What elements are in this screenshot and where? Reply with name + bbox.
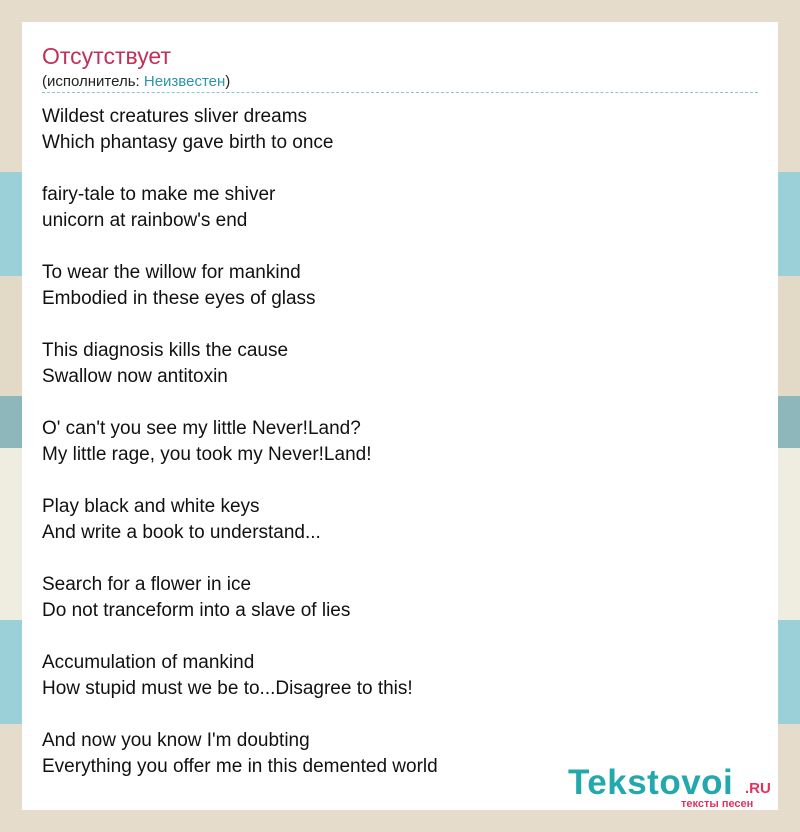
lyrics-line: Do not tranceform into a slave of lies bbox=[42, 600, 351, 621]
lyrics-line: My little rage, you took my Never!Land! bbox=[42, 444, 372, 465]
artist-suffix: ) bbox=[225, 73, 231, 90]
lyrics-line: To wear the willow for mankind bbox=[42, 262, 301, 283]
lyrics-stanza bbox=[42, 104, 438, 156]
lyrics-line: Embodied in these eyes of glass bbox=[42, 288, 316, 309]
lyrics-line: Which phantasy gave birth to once bbox=[42, 132, 334, 153]
lyrics-line: fairy-tale to make me shiver bbox=[42, 184, 276, 205]
lyrics-line: O' can't you see my little Never!Land? bbox=[42, 418, 361, 439]
lyrics-stanza bbox=[42, 572, 438, 624]
lyrics-stanza bbox=[42, 416, 438, 468]
tekstovoi-logo[interactable] bbox=[568, 763, 778, 810]
lyrics-card bbox=[22, 22, 778, 810]
lyrics-stanza bbox=[42, 182, 438, 234]
lyrics-line: Swallow now antitoxin bbox=[42, 366, 228, 387]
lyrics-line: Everything you offer me in this demented world bbox=[42, 756, 438, 777]
lyrics-stanza bbox=[42, 494, 438, 546]
lyrics-body bbox=[42, 104, 438, 780]
lyrics-line: How stupid must we be to...Disagree to this! bbox=[42, 678, 413, 699]
lyrics-line: unicorn at rainbow's end bbox=[42, 210, 248, 231]
artist-link[interactable]: Неизвестен bbox=[143, 73, 226, 90]
song-title: Отсутствует bbox=[42, 43, 171, 69]
lyrics-line: And write a book to understand... bbox=[42, 522, 321, 543]
lyrics-stanza bbox=[42, 728, 438, 780]
lyrics-line: Accumulation of mankind bbox=[42, 652, 255, 673]
logo-tagline: тексты песен bbox=[681, 798, 754, 810]
lyrics-line: Play black and white keys bbox=[42, 496, 260, 517]
logo-wordmark: Tekstovoi bbox=[568, 763, 734, 802]
artist-prefix: (исполнитель: bbox=[42, 73, 144, 90]
lyrics-line: This diagnosis kills the cause bbox=[42, 340, 289, 361]
logo-domain: .RU bbox=[745, 780, 771, 797]
lyrics-line: Search for a flower in ice bbox=[42, 574, 252, 595]
lyrics-stanza bbox=[42, 260, 438, 312]
dashed-divider bbox=[42, 92, 758, 93]
lyrics-stanza bbox=[42, 650, 438, 702]
lyrics-line: And now you know I'm doubting bbox=[42, 730, 310, 751]
artist-line bbox=[42, 73, 230, 91]
lyrics-stanza bbox=[42, 338, 438, 390]
lyrics-line: Wildest creatures sliver dreams bbox=[42, 106, 308, 127]
